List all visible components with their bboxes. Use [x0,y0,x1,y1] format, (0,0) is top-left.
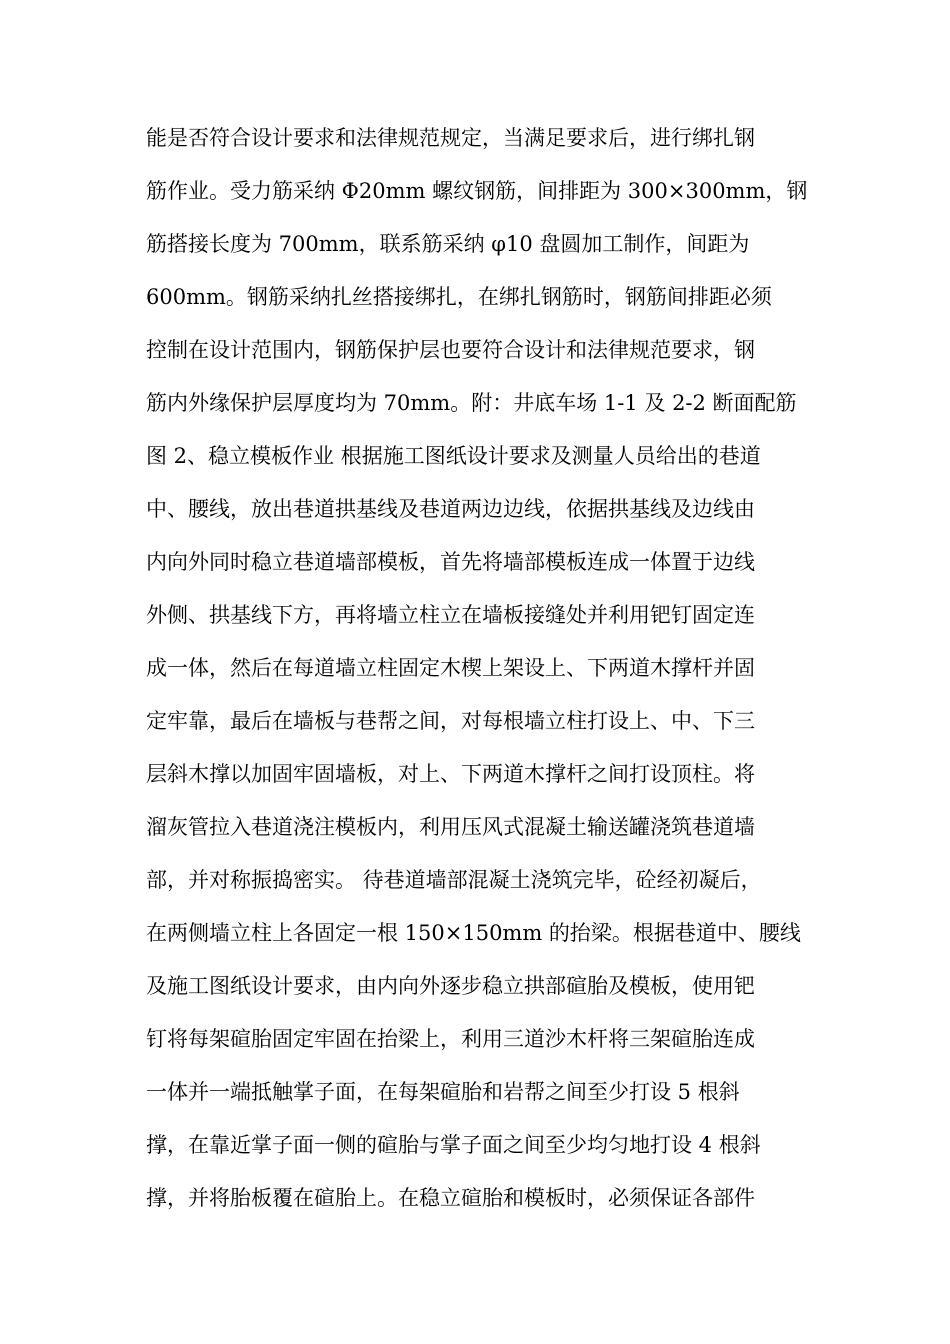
text-line: 成一体，然后在每道墙立柱固定木楔上架设上、下两道木撑杆并固 [146,656,755,680]
text-line: 一体并一端抵触掌子面，在每架碹胎和岩帮之间至少打设 5 根斜 [146,1080,740,1104]
text-line: 溜灰管拉入巷道浇注模板内，利用压风式混凝土输送罐浇筑巷道墙 [146,815,755,839]
text-line: 筋作业。受力筋采纳 Φ20mm 螺纹钢筋，间排距为 300×300mm，钢 [146,179,808,203]
text-line: 图 2、稳立模板作业 根据施工图纸设计要求及测量人员给出的巷道 [146,444,761,468]
text-line: 筋内外缘保护层厚度均为 70mm。附：井底车场 1-1 及 2-2 断面配筋 [146,391,797,415]
text-line: 能是否符合设计要求和法律规范规定，当满足要求后，进行绑扎钢 [146,126,755,150]
text-line: 中、腰线，放出巷道拱基线及巷道两边边线，依据拱基线及边线由 [146,497,755,521]
text-line: 内向外同时稳立巷道墙部模板，首先将墙部模板连成一体置于边线 [146,550,755,574]
text-line: 部，并对称振捣密实。 待巷道墙部混凝土浇筑完毕，砼经初凝后， [146,868,762,892]
text-line: 及施工图纸设计要求，由内向外逐步稳立拱部碹胎及模板，使用钯 [146,974,755,998]
text-line: 外侧、拱基线下方，再将墙立柱立在墙板接缝处并利用钯钉固定连 [146,603,755,627]
text-line: 层斜木撑以加固牢固墙板，对上、下两道木撑杆之间打设顶柱。将 [146,762,755,786]
text-line: 撑，并将胎板覆在碹胎上。在稳立碹胎和模板时，必须保证各部件 [146,1186,755,1210]
text-line: 定牢靠，最后在墙板与巷帮之间，对每根墙立柱打设上、中、下三 [146,709,755,733]
text-line: 在两侧墙立柱上各固定一根 150×150mm 的抬梁。根据巷道中、腰线 [146,921,801,945]
text-line: 钉将每架碹胎固定牢固在抬梁上，利用三道沙木杆将三架碹胎连成 [146,1027,755,1051]
document-body [146,112,826,1225]
text-line: 筋搭接长度为 700mm，联系筋采纳 φ10 盘圆加工制作，间距为 [146,232,750,256]
text-line: 撑，在靠近掌子面一侧的碹胎与掌子面之间至少均匀地打设 4 根斜 [146,1133,761,1157]
text-line: 600mm。钢筋采纳扎丝搭接绑扎，在绑扎钢筋时，钢筋间排距必须 [146,285,772,309]
text-line: 控制在设计范围内，钢筋保护层也要符合设计和法律规范要求，钢 [146,338,755,362]
